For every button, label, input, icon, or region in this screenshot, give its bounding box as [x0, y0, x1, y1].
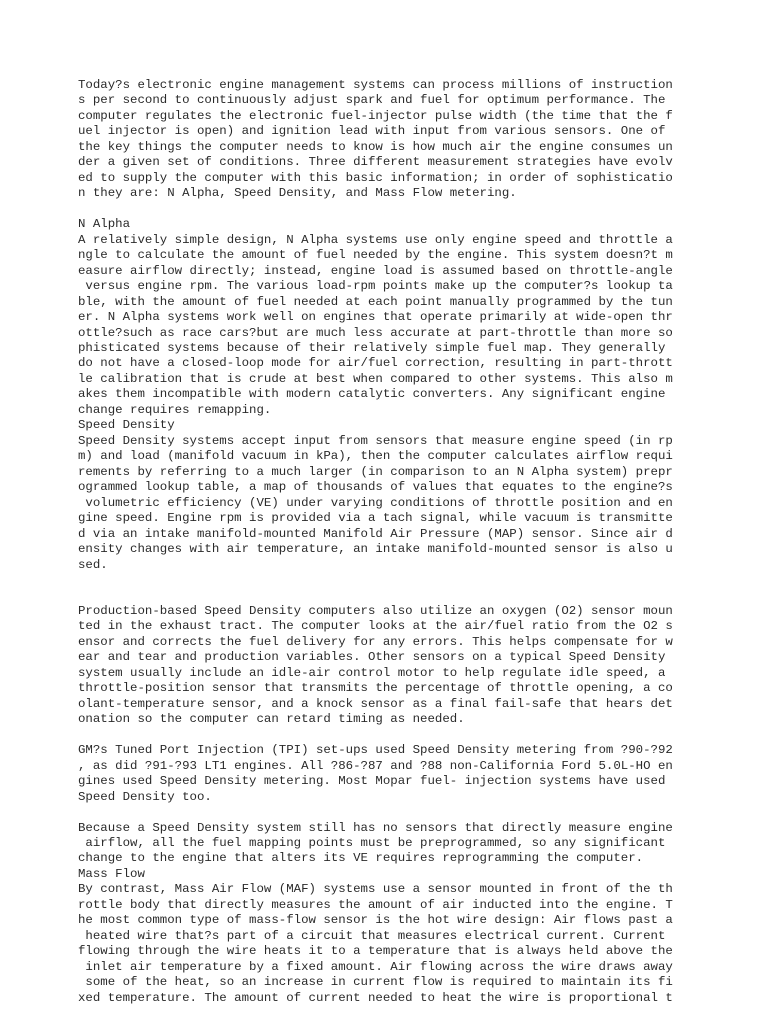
text-line: uel injector is open) and ignition lead with input from various sensors. One of [78, 124, 666, 139]
text-line: m) and load (manifold vacuum in kPa), then the computer calculates airflow requi [78, 449, 673, 464]
text-line: N Alpha [78, 217, 131, 232]
text-line: er. N Alpha systems work well on engines that operate primarily at wide-open thr [78, 310, 673, 325]
text-line: easure airflow directly; instead, engine load is assumed based on throttle-angle [78, 263, 673, 278]
text-line: the key things the computer needs to know is how much air the engine consumes un [78, 139, 673, 154]
blank-line [78, 728, 698, 743]
text-line: akes them incompatible with modern catalytic converters. Any significant engine [78, 387, 666, 402]
text-line: ensity changes with air temperature, an intake manifold-mounted sensor is also u [78, 542, 673, 557]
text-line: Today?s electronic engine management systems can process millions of instruction [78, 78, 673, 92]
text-line: change to the engine that alters its VE requires reprogramming the computer. [78, 851, 644, 866]
blank-line [78, 805, 698, 820]
text-line: d via an intake manifold-mounted Manifold Air Pressure (MAP) sensor. Since air d [78, 526, 673, 541]
blank-line [78, 573, 698, 588]
text-line: heated wire that?s part of a circuit that measures electrical current. Current [78, 928, 666, 943]
text-line: ble, with the amount of fuel needed at each point manually programmed by the tun [78, 294, 673, 309]
text-line: gine speed. Engine rpm is provided via a tach signal, while vacuum is transmitte [78, 511, 673, 526]
text-line: ottle?such as race cars?but are much less accurate at part-throttle than more so [78, 325, 673, 340]
text-line: phisticated systems because of their relatively simple fuel map. They generally [78, 340, 666, 355]
text-line: ensor and corrects the fuel delivery for any errors. This helps compensate for w [78, 634, 673, 649]
text-line: sed. [78, 557, 108, 572]
text-line: le calibration that is crude at best when compared to other systems. This also m [78, 371, 673, 386]
text-line: der a given set of conditions. Three different measurement strategies have evolv [78, 155, 673, 170]
text-line: olant-temperature sensor, and a knock sensor as a final fail-safe that hears det [78, 696, 673, 711]
text-line: system usually include an idle-air control motor to help regulate idle speed, a [78, 665, 666, 680]
text-line: flowing through the wire heats it to a temperature that is always held above the [78, 944, 673, 959]
text-line: GM?s Tuned Port Injection (TPI) set-ups used Speed Density metering from ?90-?92 [78, 743, 673, 758]
text-line: do not have a closed-loop mode for air/fuel correction, resulting in part-thrott [78, 356, 673, 371]
text-line: ted in the exhaust tract. The computer looks at the air/fuel ratio from the O2 s [78, 619, 673, 634]
text-line: Speed Density too. [78, 789, 212, 804]
text-line: Speed Density systems accept input from sensors that measure engine speed (in rp [78, 433, 673, 448]
text-line: , as did ?91-?93 LT1 engines. All ?86-?87 and ?88 non-California Ford 5.0L-HO en [78, 758, 673, 773]
text-line: airflow, all the fuel mapping points must be preprogrammed, so any significant [78, 835, 666, 850]
text-line: change requires remapping. [78, 402, 272, 417]
text-line: inlet air temperature by a fixed amount. Air flowing across the wire draws away [78, 959, 673, 974]
text-line: computer regulates the electronic fuel-injector pulse width (the time that the f [78, 108, 673, 123]
blank-line [78, 588, 698, 603]
text-line: A relatively simple design, N Alpha systems use only engine speed and throttle a [78, 232, 673, 247]
text-line: By contrast, Mass Air Flow (MAF) systems use a sensor mounted in front of the th [78, 882, 673, 897]
text-line: xed temperature. The amount of current needed to heat the wire is proportional t [78, 990, 673, 1005]
text-line: Production-based Speed Density computers also utilize an oxygen (O2) sensor moun [78, 603, 673, 618]
text-line: versus engine rpm. The various load-rpm points make up the computer?s lookup ta [78, 279, 673, 294]
text-line: ogrammed lookup table, a map of thousands of values that equates to the engine?s [78, 480, 673, 495]
text-line: ear and tear and production variables. Other sensors on a typical Speed Density [78, 650, 666, 665]
text-line: ed to supply the computer with this basic information; in order of sophisticatio [78, 170, 673, 185]
text-line: ngle to calculate the amount of fuel needed by the engine. This system doesn?t m [78, 248, 673, 263]
document-page [78, 78, 698, 1006]
text-line: volumetric efficiency (VE) under varying conditions of throttle position and en [78, 495, 673, 510]
text-line: n they are: N Alpha, Speed Density, and Mass Flow metering. [78, 186, 517, 201]
text-line: onation so the computer can retard timing as needed. [78, 712, 465, 727]
text-line: some of the heat, so an increase in current flow is required to maintain its fi [78, 975, 673, 990]
text-line: Speed Density [78, 418, 175, 433]
text-line: Mass Flow [78, 866, 145, 881]
text-line: throttle-position sensor that transmits the percentage of throttle opening, a co [78, 681, 673, 696]
text-line: rements by referring to a much larger (in comparison to an N Alpha system) prepr [78, 464, 673, 479]
text-line: rottle body that directly measures the amount of air inducted into the engine. T [78, 897, 673, 912]
blank-line [78, 202, 698, 217]
text-line: gines used Speed Density metering. Most Mopar fuel- injection systems have used [78, 774, 666, 789]
text-line: s per second to continuously adjust spark and fuel for optimum performance. The [78, 93, 666, 108]
text-line: Because a Speed Density system still has no sensors that directly measure engine [78, 820, 673, 835]
text-line: he most common type of mass-flow sensor is the hot wire design: Air flows past a [78, 913, 673, 928]
